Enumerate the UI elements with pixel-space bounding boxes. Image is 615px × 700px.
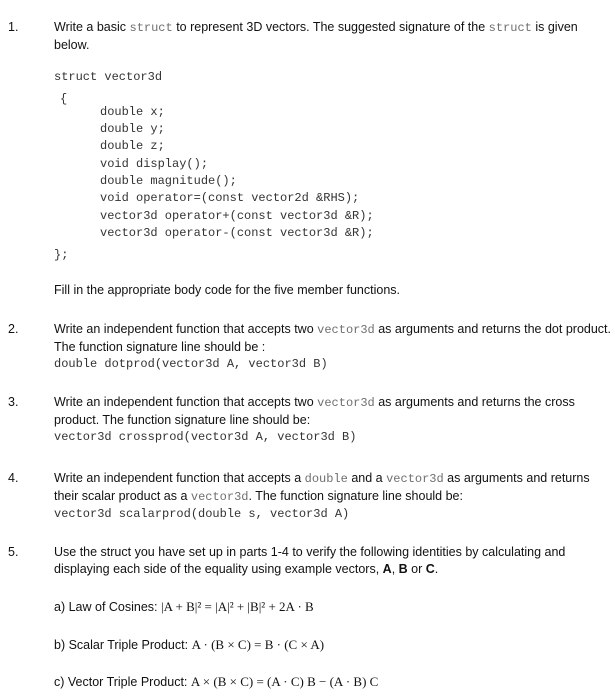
q1-text-c: is given below. [54, 20, 578, 52]
code-member-x: double x; [100, 105, 165, 119]
identity-b-formula: A · (B × C) = B · (C × A) [191, 637, 325, 652]
code-operator-minus: vector3d operator-(const vector3d &R); [100, 226, 374, 240]
identity-law-of-cosines [54, 598, 611, 616]
identity-c-label: c) Vector Triple Product: [54, 675, 191, 689]
q1-keyword-struct: struct [129, 21, 173, 35]
q5-sep-1: , [391, 562, 399, 576]
q5-vector-c: C [425, 562, 435, 576]
identity-a-label: a) Law of Cosines: [54, 600, 161, 614]
code-open-brace: { [60, 92, 68, 106]
q2-keyword: vector3d [317, 323, 375, 337]
q3-keyword: vector3d [317, 396, 375, 410]
code-operator-assign: void operator=(const vector2d &RHS); [100, 191, 360, 205]
q4-keyword-vector3d-2: vector3d [190, 490, 249, 504]
question-3-text [54, 394, 611, 446]
code-close-brace: }; [54, 248, 69, 262]
q1-keyword-struct-2: struct [488, 21, 532, 35]
identity-b-label: b) Scalar Triple Product: [54, 638, 192, 652]
q1-text-b: to represent 3D vectors. The suggested signature of the [172, 20, 489, 34]
code-display: void display(); [100, 157, 209, 171]
identity-a-formula: |A + B|² = |A|² + |B|² + 2A · B [161, 599, 314, 614]
code-member-z: double z; [100, 139, 165, 153]
q1-text-a: Write a basic [54, 20, 130, 34]
q4-text-d: . The function signature line should be: [248, 489, 463, 503]
question-4-text [54, 470, 611, 523]
q5-end: . [434, 562, 439, 576]
q4-text-b: and a [347, 471, 387, 485]
q2-text-a: Write an independent function that accepts two [54, 322, 318, 336]
code-operator-plus: vector3d operator+(const vector3d &R); [100, 209, 374, 223]
q4-keyword-double: double [304, 472, 348, 486]
question-5-text [54, 544, 611, 578]
q5-vector-a: A [382, 562, 392, 576]
q5-vector-b: B [398, 562, 408, 576]
question-1-fill-in: Fill in the appropriate body code for the five member functions. [54, 283, 401, 297]
question-4-number: 4. [8, 471, 19, 485]
identity-c-formula: A × (B × C) = (A · C) B − (A · B) C [190, 674, 379, 689]
question-2-text [54, 321, 611, 373]
identity-scalar-triple-product [54, 636, 611, 654]
code-magnitude: double magnitude(); [100, 174, 237, 188]
q3-text-b: as arguments and returns the cross product. The function signature line should be: [54, 395, 575, 427]
code-member-y: double y; [100, 122, 165, 136]
q4-signature: vector3d scalarprod(double s, vector3d A) [54, 507, 350, 521]
q3-signature: vector3d crossprod(vector3d A, vector3d B) [54, 430, 357, 444]
q3-text-a: Write an independent function that accepts two [54, 395, 318, 409]
q2-text-b: as arguments and returns the dot product. The function signature line should be : [54, 322, 611, 354]
code-struct-header: struct vector3d [54, 70, 163, 84]
q4-text-c: as arguments and returns their scalar product as a [54, 471, 590, 503]
q5-text: Use the struct you have set up in parts 1-4 to verify the following identities by calculating and displaying each side of the equality using example vectors, [54, 545, 566, 576]
question-1-text [54, 19, 611, 54]
question-5-number: 5. [8, 545, 19, 559]
question-2-number: 2. [8, 322, 19, 336]
question-1-number: 1. [8, 20, 19, 34]
question-3-number: 3. [8, 395, 19, 409]
q4-keyword-vector3d: vector3d [386, 472, 444, 486]
q2-signature: double dotprod(vector3d A, vector3d B) [54, 357, 328, 371]
q5-sep-2: or [407, 562, 426, 576]
identity-vector-triple-product [54, 673, 611, 691]
q4-text-a: Write an independent function that accepts a [54, 471, 305, 485]
